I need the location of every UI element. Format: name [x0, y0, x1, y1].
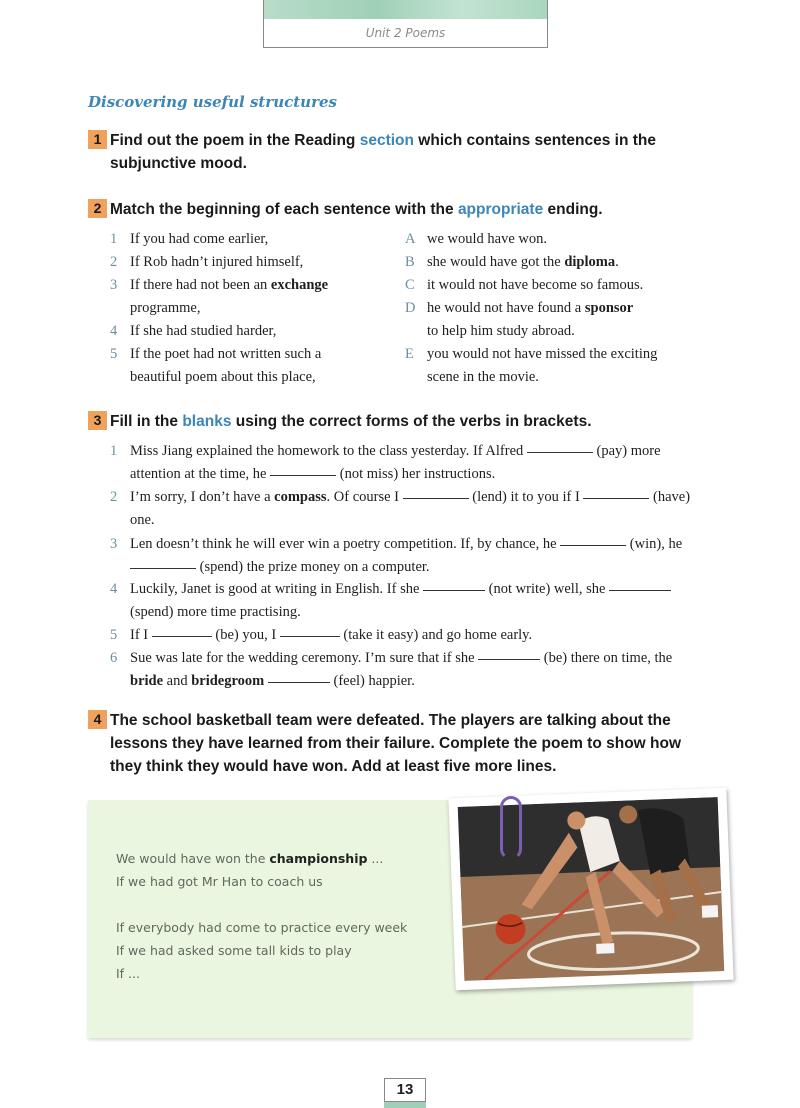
- vocab-word: diploma: [564, 254, 616, 270]
- match-ending-c: [405, 277, 643, 294]
- item-text: (have): [649, 489, 691, 505]
- answer-blank[interactable]: [268, 681, 330, 683]
- basketball-photo-image: [458, 797, 724, 981]
- ending-text: scene in the movie.: [427, 369, 539, 385]
- item-text: Miss Jiang explained the homework to the class yesterday. If Alfred: [130, 443, 527, 459]
- answer-blank[interactable]: [583, 497, 649, 499]
- beginning-text: programme,: [130, 300, 201, 316]
- task-number-badge: 1: [88, 130, 107, 149]
- match-beginning-1: [110, 231, 268, 248]
- vocab-word: bridegroom: [191, 673, 265, 689]
- answer-blank[interactable]: [609, 589, 671, 591]
- basketball-photo: [448, 788, 733, 991]
- basketball-players-illustration: [458, 797, 724, 981]
- match-ending-d-cont: [427, 323, 575, 340]
- answer-blank[interactable]: [478, 658, 540, 660]
- task-3: [88, 410, 728, 433]
- match-beginning-5: [110, 346, 321, 363]
- fill-item-4-cont: [130, 604, 301, 621]
- answer-blank[interactable]: [527, 451, 593, 453]
- vocab-word: sponsor: [584, 300, 634, 316]
- item-text: (feel) happier.: [329, 673, 415, 689]
- item-text: (lend) it to you if I: [468, 489, 584, 505]
- match-ending-e-cont: [427, 369, 539, 386]
- ending-letter: D: [405, 300, 416, 316]
- beginning-text: If Rob hadn’t injured himself,: [130, 254, 304, 270]
- answer-blank[interactable]: [130, 567, 196, 569]
- poem-line-4: If we had asked some tall kids to play: [116, 943, 352, 958]
- vocab-word: compass: [274, 489, 327, 505]
- answer-blank[interactable]: [403, 497, 469, 499]
- ending-letter: E: [405, 346, 414, 362]
- task-1: [88, 129, 728, 175]
- item-text: one.: [130, 512, 155, 528]
- task-2-text-b: ending.: [543, 201, 603, 218]
- ending-text: it would not have become so famous.: [427, 277, 644, 293]
- task-2-keyword: appropriate: [457, 201, 544, 218]
- item-text: . Of course I: [326, 489, 403, 505]
- item-text: (pay) more: [592, 443, 661, 459]
- match-beginning-2: [110, 254, 303, 271]
- item-number: 5: [110, 627, 118, 643]
- task-3-text-b: using the correct forms of the verbs in brackets.: [231, 413, 592, 430]
- match-beginning-5-cont: [130, 369, 316, 386]
- fill-item-3: [110, 536, 682, 553]
- unit-banner: [263, 0, 548, 48]
- poem-line-1: [116, 851, 383, 866]
- poem-line-5: If ...: [116, 966, 140, 981]
- beginning-text: If the poet had not written such a: [130, 346, 322, 362]
- match-ending-a: [405, 231, 547, 248]
- section-heading: Discovering useful structures: [88, 93, 337, 111]
- task-1-keyword: section: [359, 132, 414, 149]
- task-3-keyword: blanks: [182, 413, 232, 430]
- beginning-text: If there had not been an: [130, 277, 271, 293]
- ending-text: you would not have missed the exciting: [427, 346, 658, 362]
- poem-line-3: If everybody had come to practice every week: [116, 920, 408, 935]
- item-text: Len doesn’t think he will ever win a poetry competition. If, by chance, he: [130, 536, 561, 552]
- item-number: 1: [110, 231, 118, 247]
- item-text: (spend) more time practising.: [130, 604, 301, 620]
- poem-text: We would have won the: [116, 851, 270, 866]
- task-4: [88, 709, 728, 778]
- item-text: attention at the time, he: [130, 466, 271, 482]
- item-text: (take it easy) and go home early.: [339, 627, 533, 643]
- task-1-text-b: which contains sentences in the: [413, 132, 657, 149]
- fill-item-1: [110, 443, 661, 460]
- fill-item-6-cont: [130, 673, 415, 690]
- page-number-strip: [384, 1102, 426, 1108]
- fill-item-4: [110, 581, 671, 598]
- ending-text: she would have got the: [427, 254, 565, 270]
- beginning-text: If she had studied harder,: [130, 323, 277, 339]
- item-text: (be) you, I: [211, 627, 280, 643]
- item-number: 4: [110, 581, 118, 597]
- answer-blank[interactable]: [560, 544, 626, 546]
- task-4-line-3: they think they would have won. Add at least five more lines.: [110, 758, 557, 775]
- ending-text: .: [615, 254, 619, 270]
- item-number: 6: [110, 650, 118, 666]
- match-ending-e: [405, 346, 657, 363]
- task-1-text-a: Find out the poem in the Reading: [110, 132, 360, 149]
- item-text: Luckily, Janet is good at writing in English. If she: [130, 581, 424, 597]
- ending-letter: A: [405, 231, 416, 247]
- item-text: (not miss) her instructions.: [336, 466, 496, 482]
- ending-letter: C: [405, 277, 415, 293]
- item-text: If I: [130, 627, 152, 643]
- unit-label: Unit 2 Poems: [365, 26, 446, 40]
- poem-line-2: If we had got Mr Han to coach us: [116, 874, 323, 889]
- task-2-text-a: Match the beginning of each sentence with the: [110, 201, 458, 218]
- item-text: (spend) the prize money on a computer.: [196, 559, 430, 575]
- vocab-word: exchange: [270, 277, 329, 293]
- item-number: 2: [110, 489, 118, 505]
- answer-blank[interactable]: [270, 474, 336, 476]
- beginning-text: If you had come earlier,: [130, 231, 269, 247]
- vocab-word: championship: [269, 851, 368, 866]
- match-beginning-3: [110, 277, 328, 294]
- beginning-text: beautiful poem about this place,: [130, 369, 316, 385]
- match-beginning-3-cont: [130, 300, 200, 317]
- task-number-badge: 4: [88, 710, 107, 729]
- task-number-badge: 2: [88, 199, 107, 218]
- paper-clip-icon: [500, 796, 522, 860]
- banner-image-strip: [264, 0, 547, 19]
- answer-blank[interactable]: [280, 635, 340, 637]
- fill-item-3-cont: [130, 559, 430, 576]
- fill-item-2: [110, 489, 690, 506]
- vocab-word: bride: [130, 673, 164, 689]
- fill-item-6: [110, 650, 672, 667]
- task-1-text-c: subjunctive mood.: [110, 155, 247, 172]
- ending-text: we would have won.: [427, 231, 548, 247]
- item-text: (win), he: [626, 536, 683, 552]
- item-text: Sue was late for the wedding ceremony. I’m sure that if she: [130, 650, 479, 666]
- fill-item-5: [110, 627, 532, 644]
- ending-text: to help him study abroad.: [427, 323, 575, 339]
- item-text: I’m sorry, I don’t have a: [130, 489, 275, 505]
- item-text: (be) there on time, the: [540, 650, 673, 666]
- item-number: 5: [110, 346, 118, 362]
- answer-blank[interactable]: [423, 589, 485, 591]
- item-text: (not write) well, she: [485, 581, 610, 597]
- item-number: 4: [110, 323, 118, 339]
- item-number: 3: [110, 277, 118, 293]
- task-4-line-2: lessons they have learned from their failure. Complete the poem to show how: [110, 735, 682, 752]
- fill-item-1-cont: [130, 466, 495, 483]
- poem-text: ...: [367, 851, 384, 866]
- item-number: 3: [110, 536, 118, 552]
- match-ending-d: [405, 300, 633, 317]
- match-beginning-4: [110, 323, 276, 340]
- match-ending-b: [405, 254, 619, 271]
- item-number: 1: [110, 443, 118, 459]
- ending-text: he would not have found a: [427, 300, 585, 316]
- task-3-text-a: Fill in the: [110, 413, 183, 430]
- answer-blank[interactable]: [152, 635, 212, 637]
- task-2: [88, 198, 728, 221]
- item-text: and: [163, 673, 192, 689]
- page-number: 13: [384, 1078, 426, 1102]
- task-4-line-1: The school basketball team were defeated. The players are talking about the: [110, 712, 671, 729]
- fill-item-2-cont: [130, 512, 155, 529]
- ending-letter: B: [405, 254, 415, 270]
- task-number-badge: 3: [88, 411, 107, 430]
- item-number: 2: [110, 254, 118, 270]
